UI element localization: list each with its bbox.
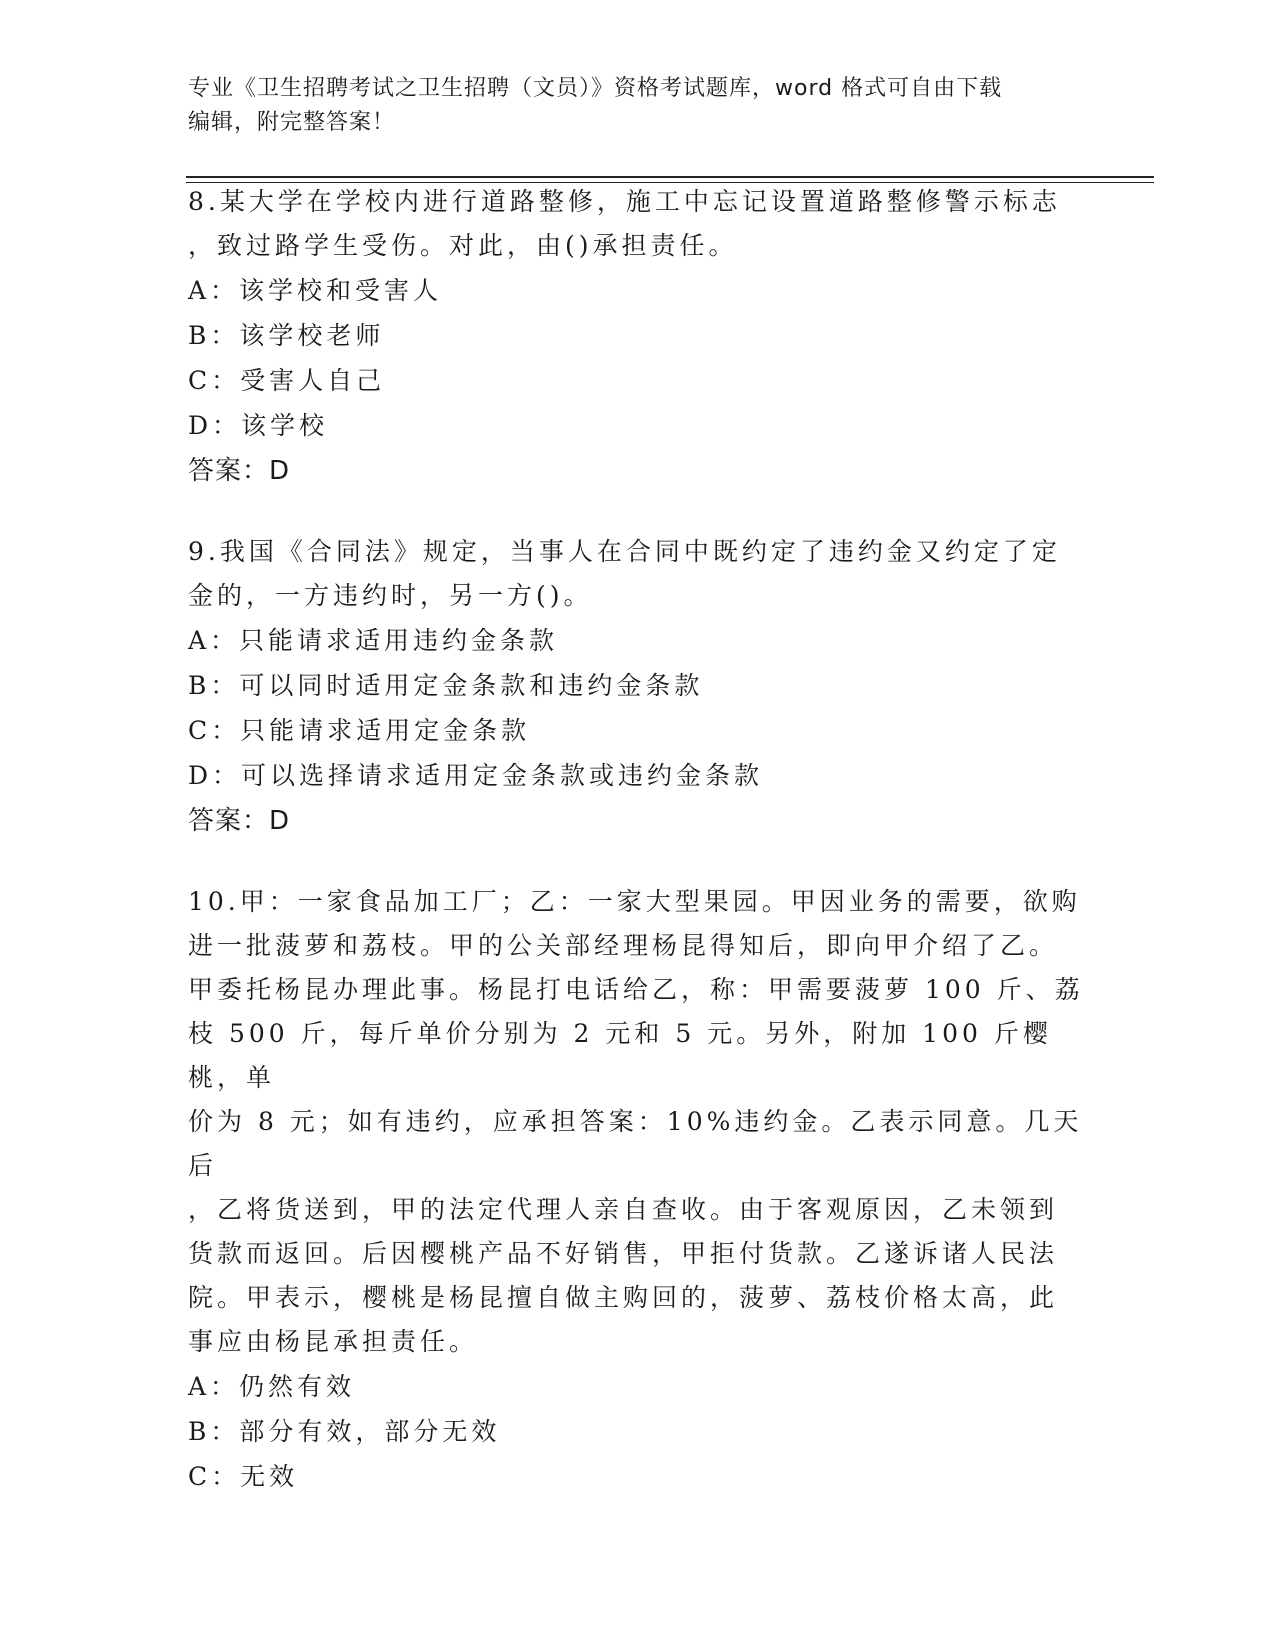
- answer-label: 答案：D: [188, 806, 291, 836]
- option-b: B：可以同时适用定金条款和违约金条款: [188, 671, 704, 700]
- question-stem-line: 枝 500 斤，每斤单价分别为 2 元和 5 元。另外，附加 100 斤樱桃，单: [188, 1019, 1052, 1092]
- option-a: A：仍然有效: [188, 1372, 356, 1401]
- option-d: D：可以选择请求适用定金条款或违约金条款: [188, 761, 764, 790]
- question-stem-line: 货款而返回。后因樱桃产品不好销售，甲拒付货款。乙遂诉诸人民法: [188, 1239, 1059, 1268]
- question-10: [188, 880, 1088, 1499]
- document-header: [188, 72, 1068, 140]
- option-a: A：该学校和受害人: [188, 276, 443, 305]
- question-stem-line: 进一批菠萝和荔枝。甲的公关部经理杨昆得知后，即向甲介绍了乙。: [188, 931, 1059, 960]
- question-stem-line: 甲委托杨昆办理此事。杨昆打电话给乙，称：甲需要菠萝 100 斤、荔: [188, 975, 1084, 1004]
- option-b: B：部分有效，部分无效: [188, 1417, 501, 1446]
- option-d: D：该学校: [188, 411, 329, 440]
- question-stem-line: 事应由杨昆承担责任。: [188, 1327, 479, 1356]
- header-divider-thick: [186, 176, 1154, 178]
- answer-label: 答案：D: [188, 456, 291, 486]
- question-stem-line: 10.甲：一家食品加工厂；乙：一家大型果园。甲因业务的需要，欲购: [188, 887, 1081, 916]
- option-a: A：只能请求适用违约金条款: [188, 626, 559, 655]
- option-c: C：只能请求适用定金条款: [188, 716, 531, 745]
- option-b: B：该学校老师: [188, 321, 385, 350]
- header-line-2: 编辑，附完整答案！: [188, 110, 396, 135]
- question-stem-line: 9.我国《合同法》规定，当事人在合同中既约定了违约金又约定了定: [188, 537, 1061, 566]
- option-c: C：受害人自己: [188, 366, 386, 395]
- question-9: [188, 530, 1088, 844]
- option-c: C：无效: [188, 1462, 299, 1491]
- question-stem-line: 金的，一方违约时，另一方()。: [188, 581, 593, 610]
- header-line-1: 专业《卫生招聘考试之卫生招聘（文员）》资格考试题库，word 格式可自由下载: [188, 76, 1003, 101]
- question-stem-line: 价为 8 元；如有违约，应承担答案：10%违约金。乙表示同意。几天后: [188, 1107, 1083, 1180]
- question-stem-line: ，乙将货送到，甲的法定代理人亲自查收。由于客观原因，乙未领到: [188, 1195, 1059, 1224]
- question-8: [188, 180, 1088, 494]
- question-stem-line: ，致过路学生受伤。对此，由()承担责任。: [188, 231, 738, 260]
- question-stem-line: 8.某大学在学校内进行道路整修，施工中忘记设置道路整修警示标志: [188, 187, 1061, 216]
- question-stem-line: 院。甲表示，樱桃是杨昆擅自做主购回的，菠萝、荔枝价格太高，此: [188, 1283, 1059, 1312]
